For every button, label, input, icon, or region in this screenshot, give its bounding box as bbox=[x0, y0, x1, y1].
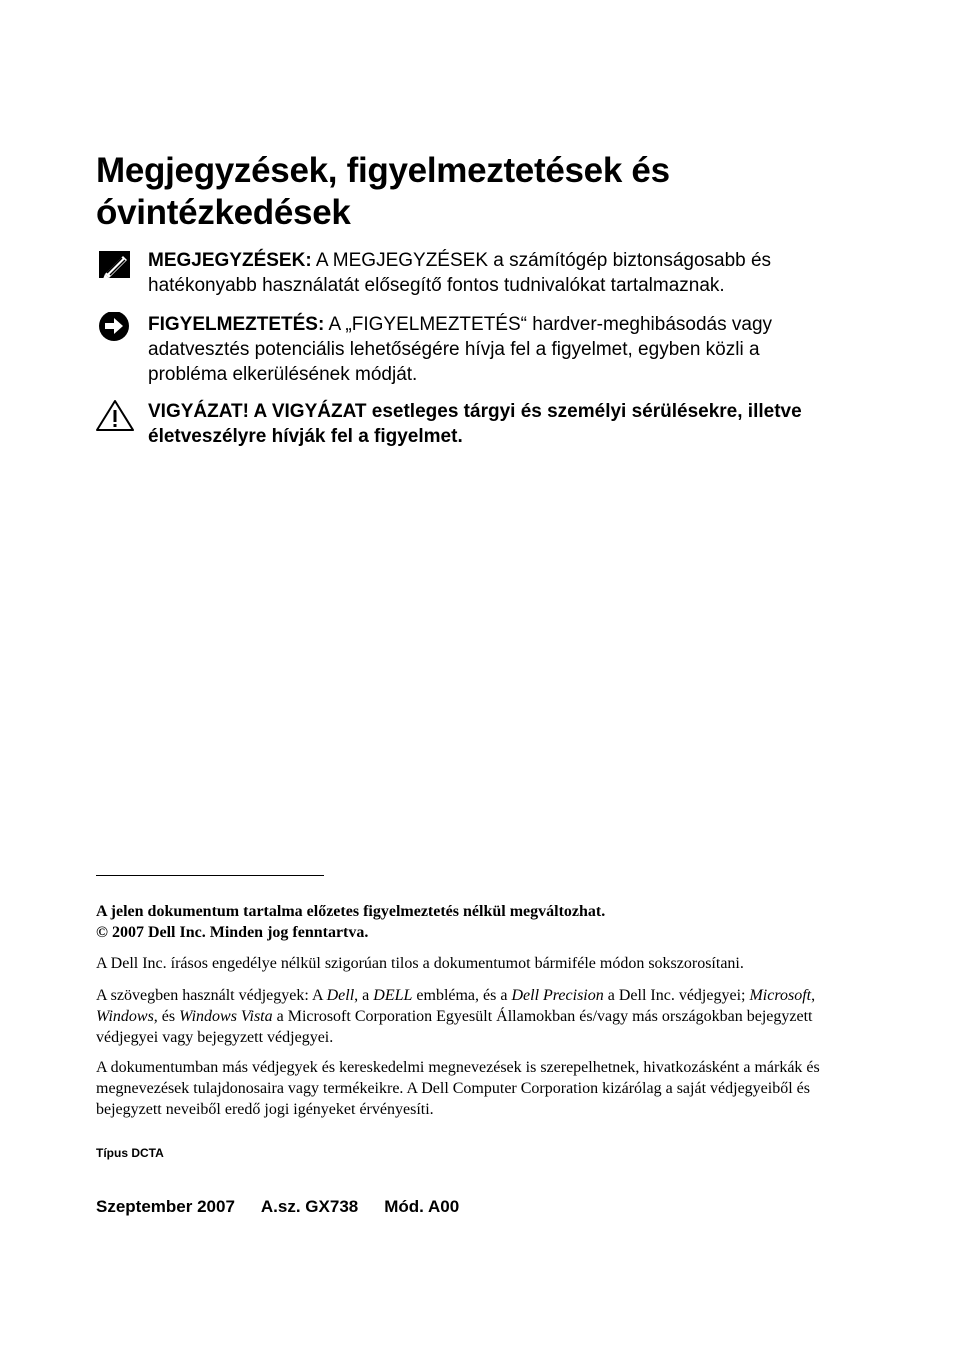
footer-revision: Mód. A00 bbox=[384, 1197, 460, 1216]
notice-text bbox=[148, 312, 836, 387]
title-line-1: Megjegyzések, figyelmeztetések és bbox=[96, 151, 670, 190]
other-marks-paragraph: A dokumentumban más védjegyek és kereskedelmi megnevezések is szerepelhetnek, hivatkozásként a márkák és megnevezések tulajdonosaira vagy termékeikre. A Dell Computer Corporation kizárólag a saját védjegyeiből és bejegyzett neveiből eredő jogi igényeket érvényesíti. bbox=[96, 1059, 820, 1118]
tm-microsoft: Microsoft bbox=[749, 987, 812, 1004]
model-number: Típus DCTA bbox=[96, 1146, 164, 1160]
caution-text bbox=[148, 399, 836, 449]
copyright-line: © 2007 Dell Inc. Minden jog fenntartva. bbox=[96, 924, 369, 941]
tm-text-5: , bbox=[811, 987, 816, 1004]
arrow-circle-notice-icon bbox=[96, 312, 132, 348]
tm-dell-precision: Dell Precision bbox=[511, 987, 604, 1004]
reproduction-paragraph: A Dell Inc. írásos engedélye nélkül szigorúan tilos a dokumentumot bármiféle módon sokszorosítani. bbox=[96, 955, 744, 972]
tm-dell-logo: DELL bbox=[373, 987, 413, 1004]
warning-triangle-icon bbox=[96, 399, 132, 435]
tm-windows-vista: Windows Vista bbox=[179, 1008, 273, 1025]
tm-text-4: a Dell Inc. védjegyei; bbox=[603, 987, 750, 1004]
footnote-divider bbox=[96, 875, 324, 876]
footer-date: Szeptember 2007 bbox=[96, 1197, 235, 1216]
tm-text-7: a Microsoft Corporation Egyesült Államokban és/vagy más országokban bejegyzett védjegyei vagy bejegyzett védjegyei. bbox=[96, 1008, 813, 1046]
pencil-note-icon bbox=[96, 248, 132, 284]
tm-text-2: , a bbox=[354, 987, 374, 1004]
trademarks-paragraph bbox=[96, 985, 836, 1048]
tm-text-6: , és bbox=[153, 1008, 180, 1025]
legal-header bbox=[96, 901, 836, 943]
note-body: A MEGJEGYZÉSEK a számítógép biztonságosabb és hatékonyabb használatát elősegítő fontos tudnivalókat tartalmaznak. bbox=[148, 250, 772, 296]
notice-notice bbox=[96, 312, 836, 387]
note-label: MEGJEGYZÉSEK: bbox=[148, 250, 312, 271]
note-text bbox=[148, 248, 836, 298]
note-notice bbox=[96, 248, 836, 298]
tm-windows: Windows bbox=[96, 1008, 154, 1025]
caution-label: VIGYÁZAT! bbox=[148, 401, 249, 422]
page-title bbox=[96, 150, 856, 234]
caution-notice bbox=[96, 399, 836, 449]
tm-dell: Dell bbox=[326, 987, 355, 1004]
notice-body: A „FIGYELMEZTETÉS“ hardver-meghibásodás vagy adatvesztés potenciális lehetőségére hívja fel a figyelmet, egyben közli a probléma elkerülésének módját. bbox=[148, 314, 773, 385]
tm-text-3: embléma, és a bbox=[412, 987, 512, 1004]
document-footer bbox=[96, 1197, 459, 1217]
title-line-2: óvintézkedések bbox=[96, 193, 351, 232]
tm-text-1: A szövegben használt védjegyek: A bbox=[96, 987, 327, 1004]
caution-body: A VIGYÁZAT esetleges tárgyi és személyi sérülésekre, illetve életveszélyre hívják fel a figyelmet. bbox=[148, 401, 802, 447]
footer-part-number: A.sz. GX738 bbox=[260, 1197, 359, 1216]
legal-notice-line: A jelen dokumentum tartalma előzetes figyelmeztetés nélkül megváltozhat. bbox=[96, 903, 606, 920]
notice-label: FIGYELMEZTETÉS: bbox=[148, 314, 325, 335]
